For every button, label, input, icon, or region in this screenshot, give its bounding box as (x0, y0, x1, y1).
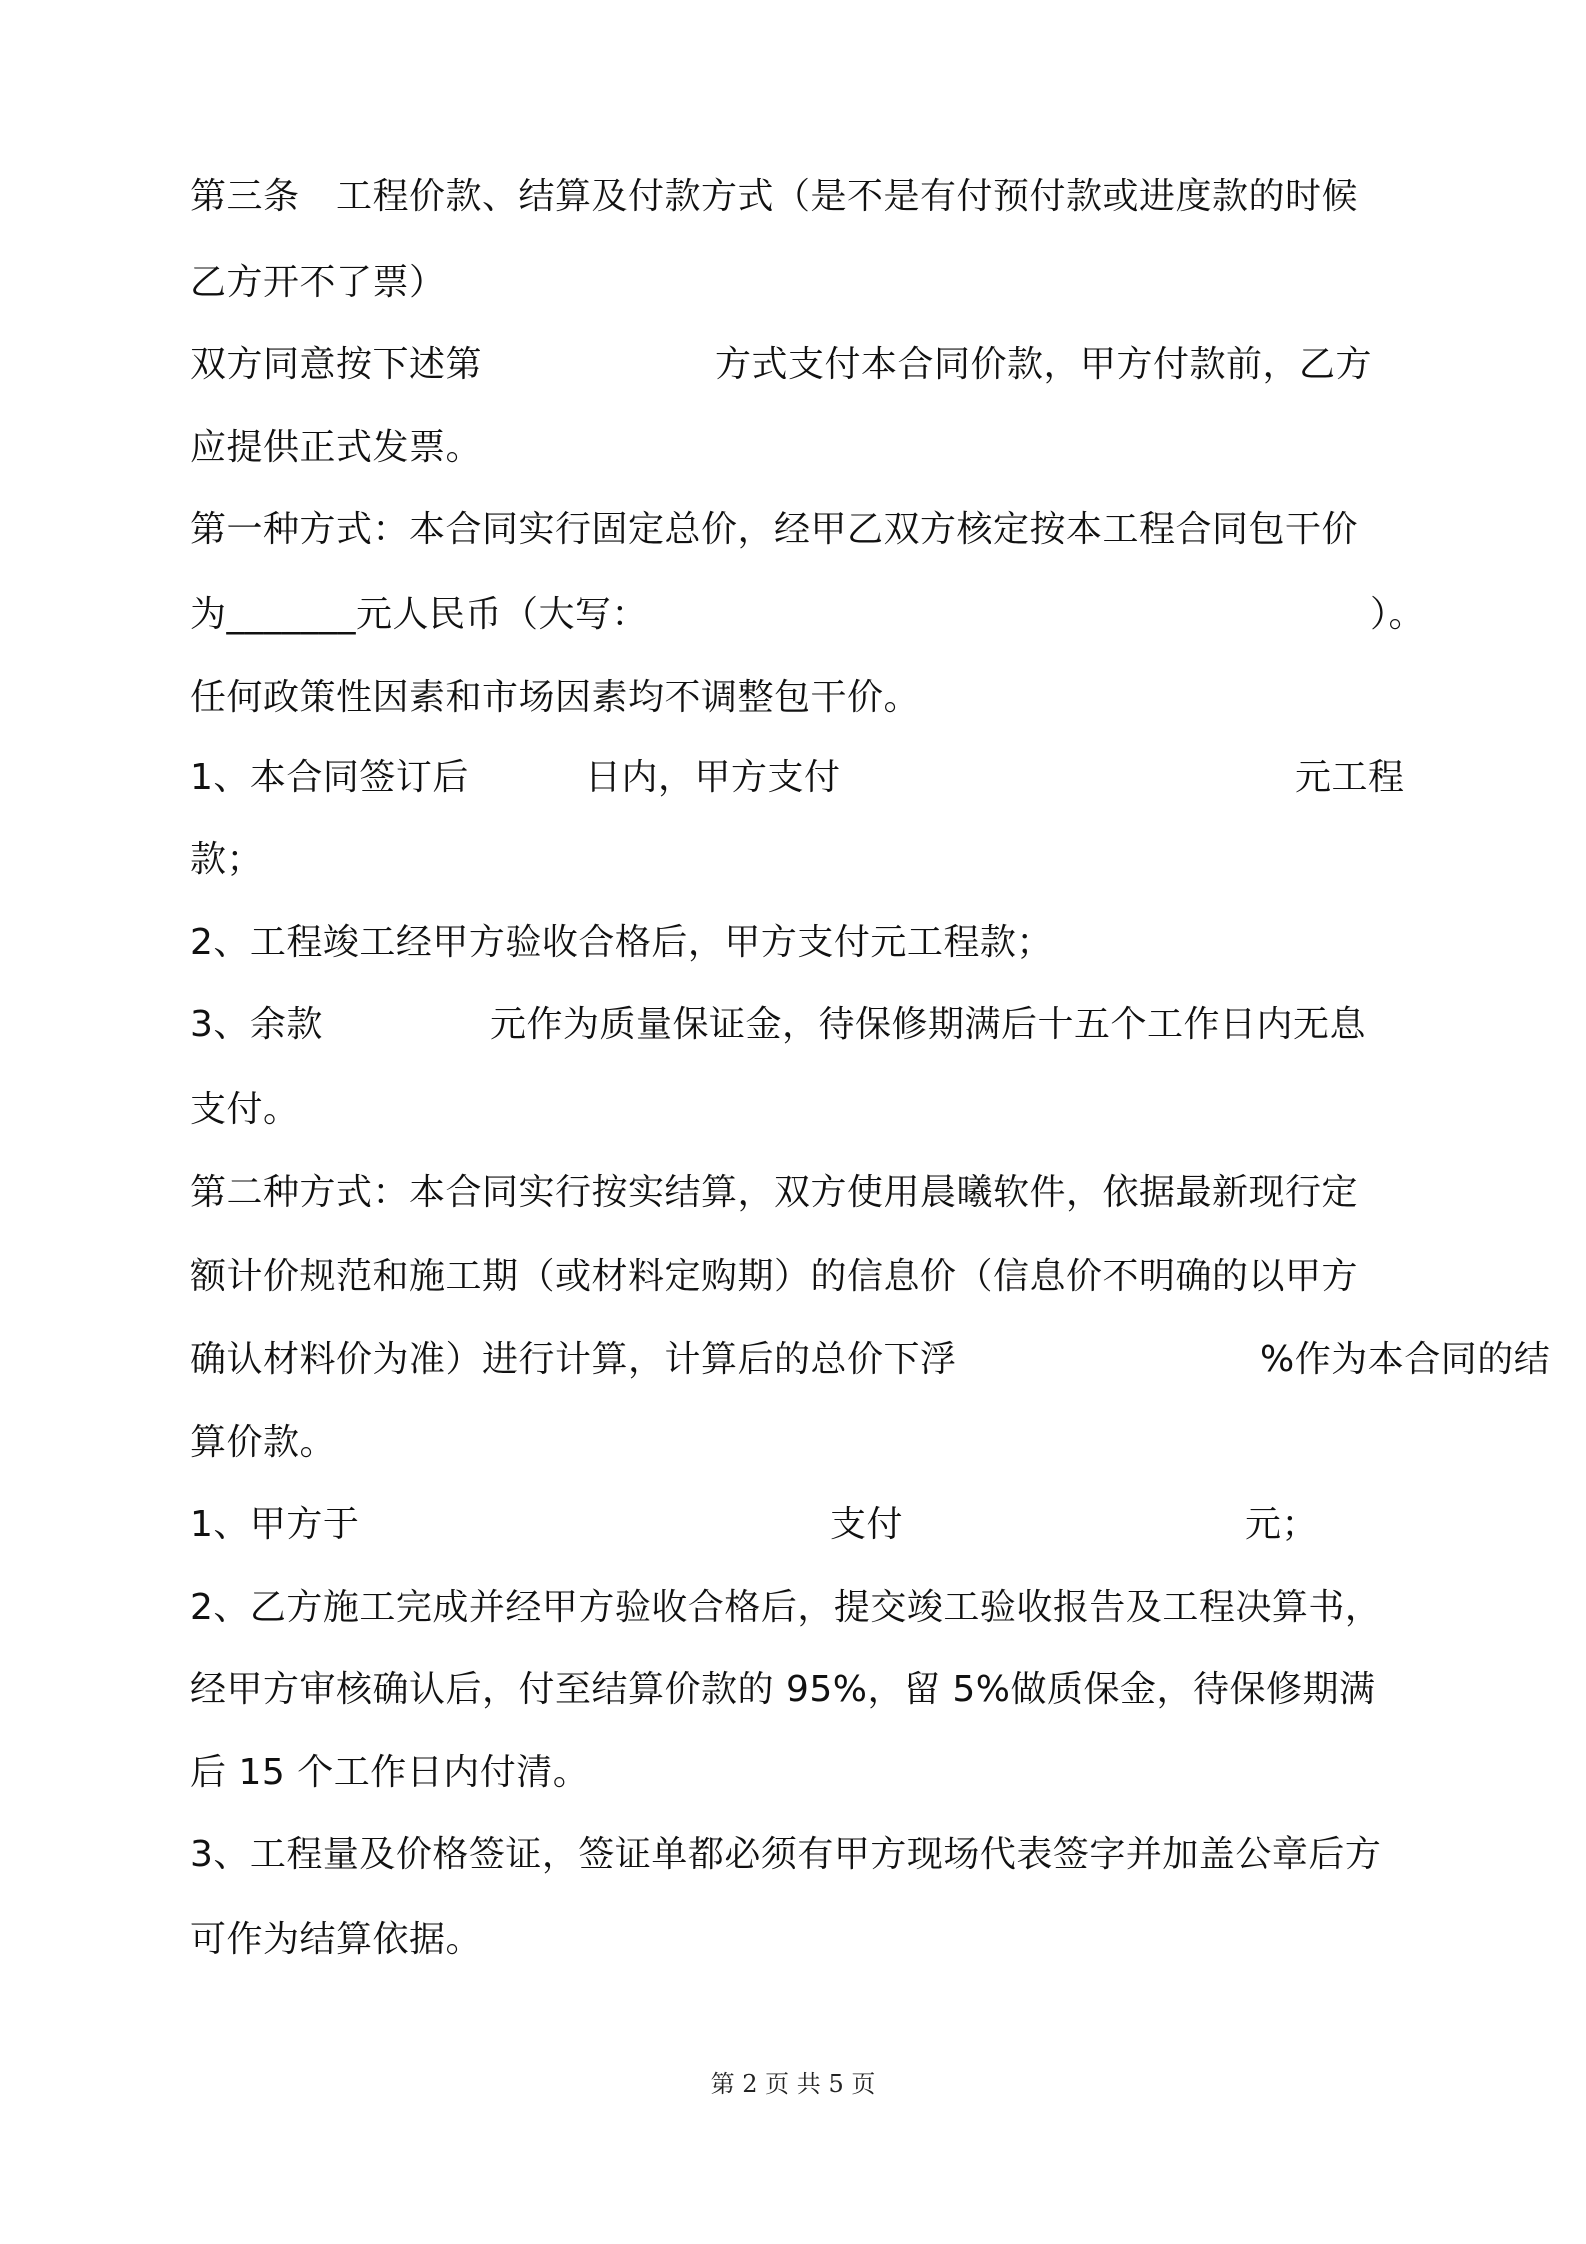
text-segment: 元； (1245, 1504, 1319, 1545)
text-segment: 确认材料价为准）进行计算，计算后的总价下浮 (190, 1339, 957, 1380)
text-segment: 双方同意按下述第 (190, 344, 483, 385)
text-line: 第一种方式：本合同实行固定总价，经甲乙双方核定按本工程合同包干价 (190, 509, 1359, 550)
text-segment: 支付 (830, 1504, 904, 1545)
text-line: 款； (190, 839, 264, 880)
text-segment: %作为本合同的结 (1260, 1339, 1551, 1380)
text-segment: 1、本合同签订后 (190, 757, 469, 798)
text-segment: 元作为质量保证金，待保修期满后十五个工作日内无息 (490, 1004, 1367, 1045)
text-segment: 1、甲方于 (190, 1504, 360, 1545)
text-line: 支付。 (190, 1089, 300, 1130)
text-line: 应提供正式发票。 (190, 427, 483, 468)
text-segment: 方式支付本合同价款，甲方付款前，乙方 (715, 344, 1373, 385)
page-footer: 第 2 页 共 5 页 (710, 2070, 876, 2098)
text-line: 后 15 个工作日内付清。 (190, 1752, 590, 1793)
text-line: 经甲方审核确认后，付至结算价款的 95%，留 5%做质保金，待保修期满 (190, 1669, 1376, 1710)
text-line: 第三条 工程价款、结算及付款方式（是不是有付预付款或进度款的时候 (190, 176, 1359, 217)
text-line: 任何政策性因素和市场因素均不调整包干价。 (190, 677, 921, 718)
text-line: 可作为结算依据。 (190, 1919, 483, 1960)
text-line: 3、工程量及价格签证，签证单都必须有甲方现场代表签字并加盖公章后方 (190, 1834, 1382, 1875)
text-segment: 日内，甲方支付 (585, 757, 841, 798)
text-line: 2、乙方施工完成并经甲方验收合格后，提交竣工验收报告及工程决算书， (190, 1587, 1382, 1628)
text-segment: 元工程 (1295, 757, 1405, 798)
text-line: 第二种方式：本合同实行按实结算，双方使用晨曦软件，依据最新现行定 (190, 1172, 1359, 1213)
text-segment: 3、余款 (190, 1004, 323, 1045)
text-segment: 为_______元人民币（大写： (190, 594, 649, 635)
text-line: 算价款。 (190, 1422, 337, 1463)
text-segment: ）。 (1370, 594, 1426, 635)
text-line: 额计价规范和施工期（或材料定购期）的信息价（信息价不明确的以甲方 (190, 1256, 1359, 1297)
text-line: 乙方开不了票） (190, 262, 446, 303)
text-line: 2、工程竣工经甲方验收合格后，甲方支付元工程款； (190, 922, 1053, 963)
